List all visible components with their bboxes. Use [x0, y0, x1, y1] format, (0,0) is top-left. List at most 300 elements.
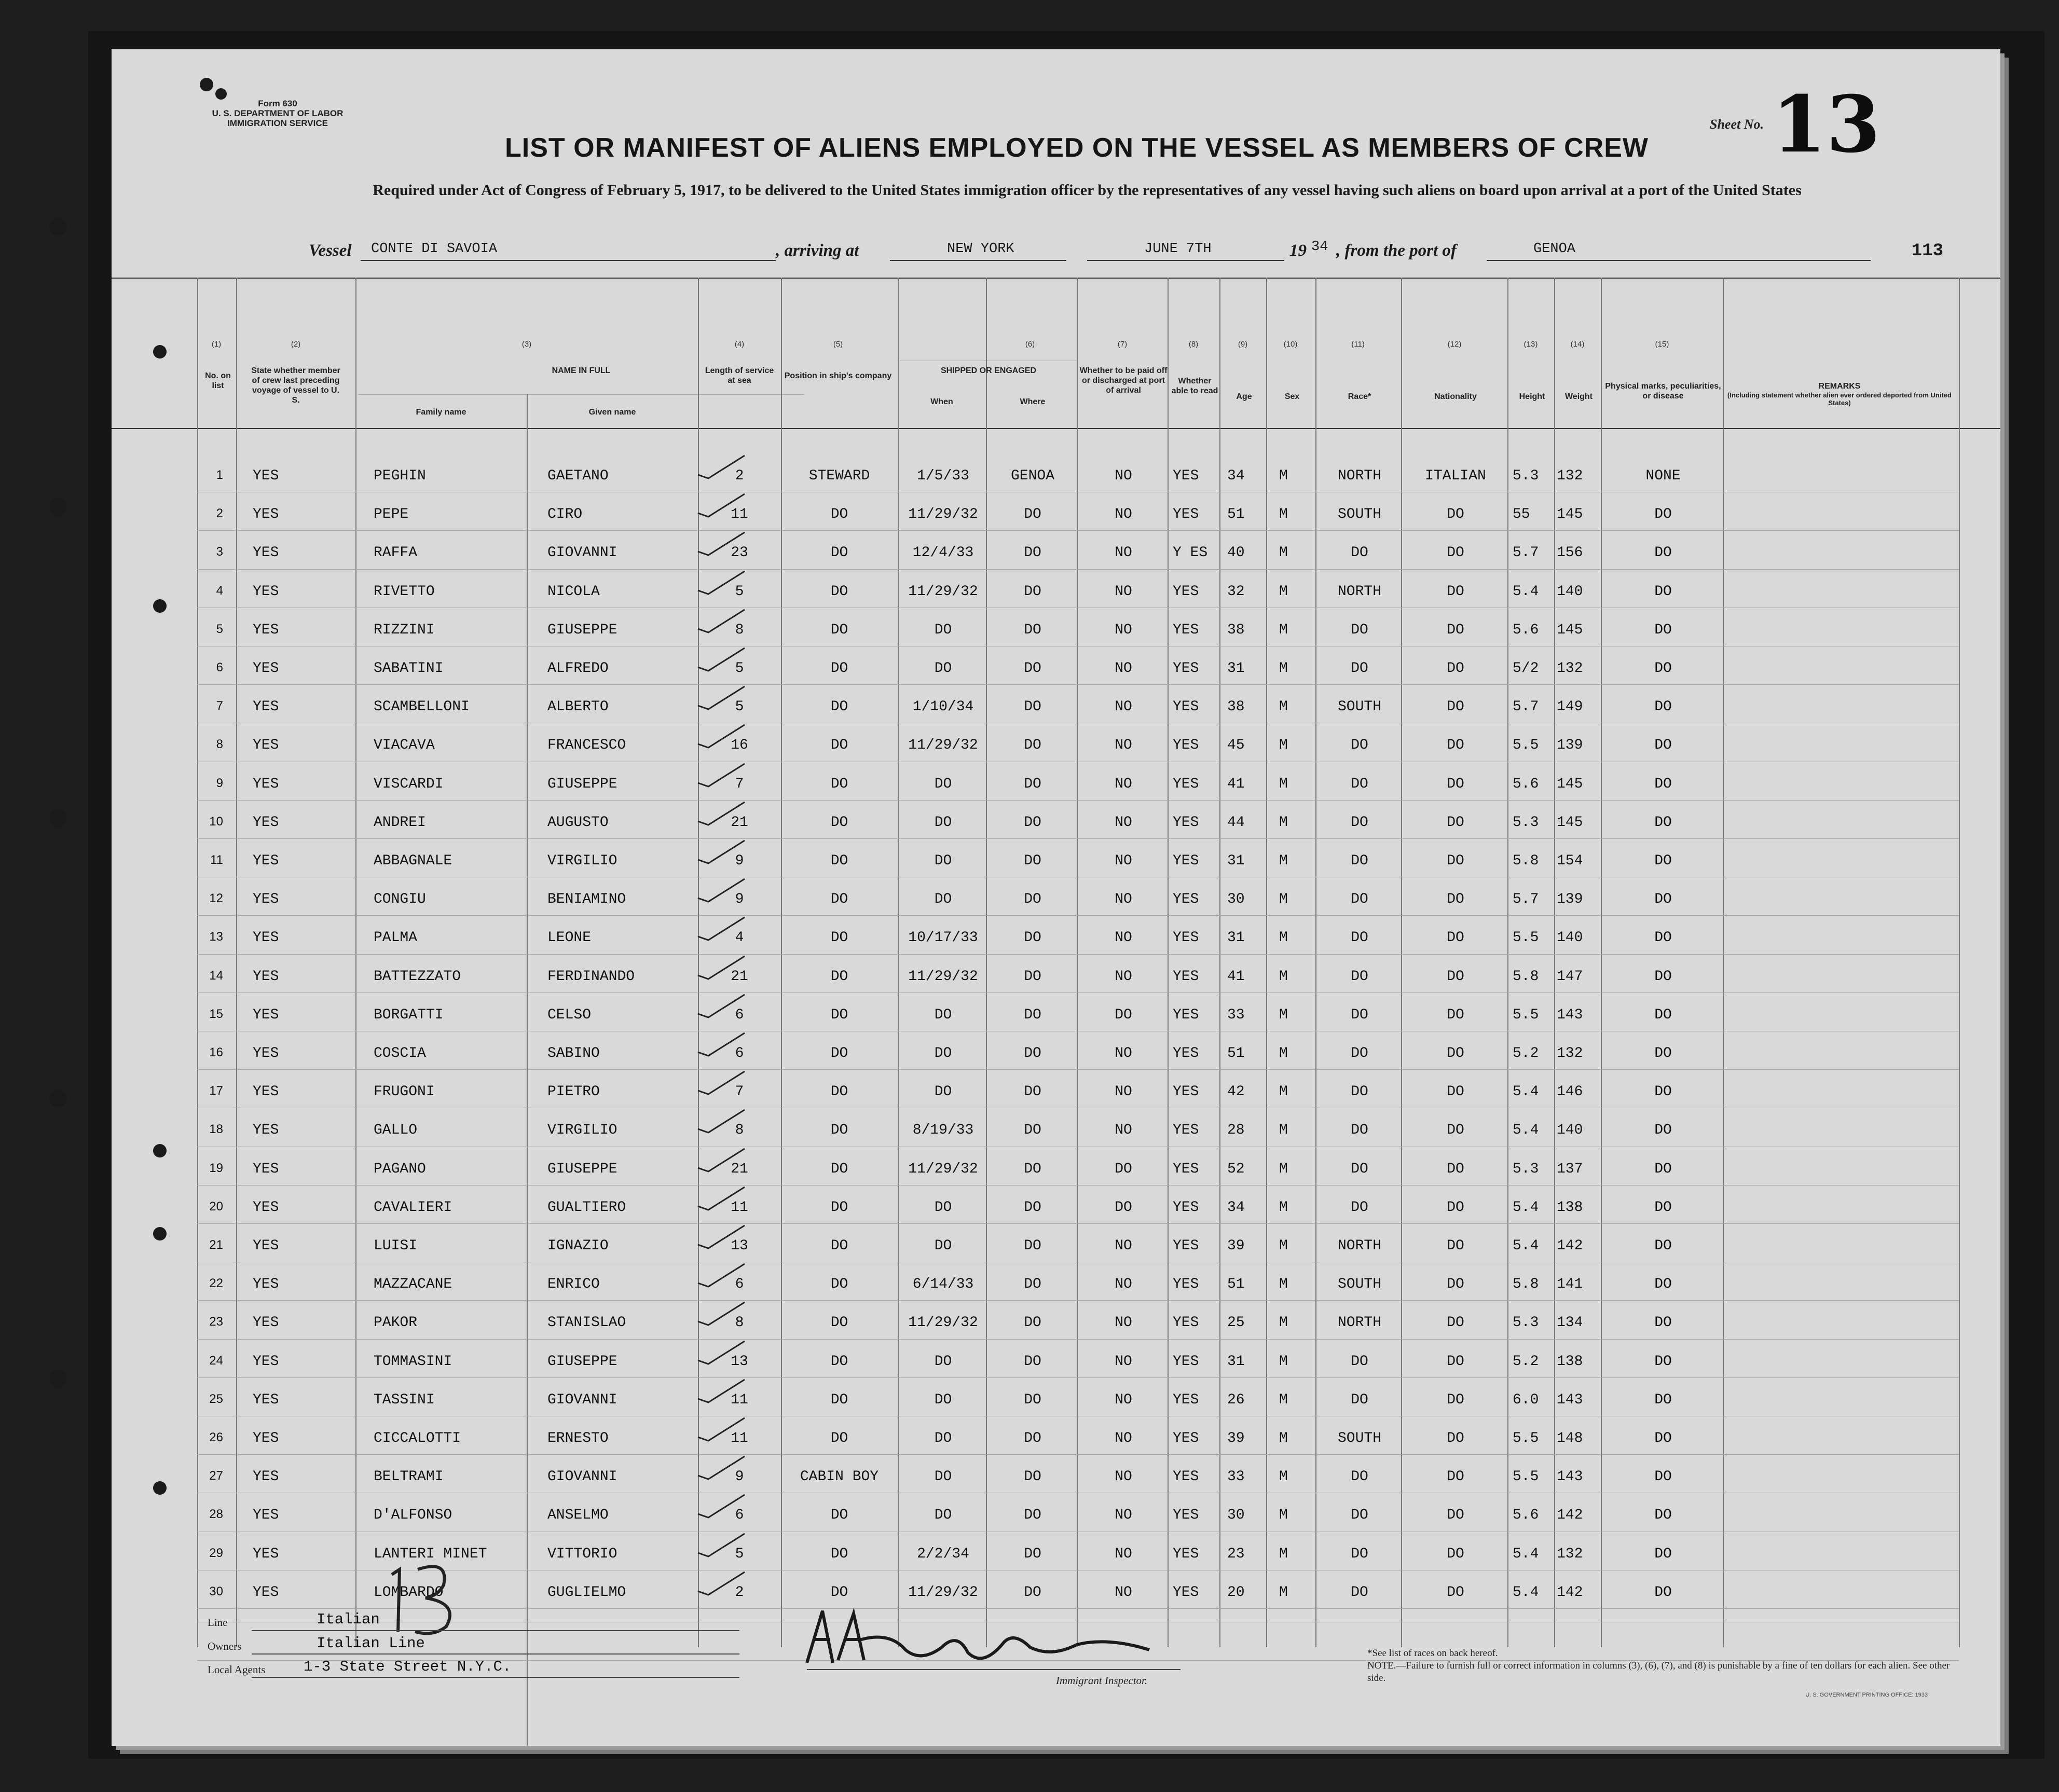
cell-given: BENIAMINO [547, 891, 626, 908]
cell-us: YES [253, 583, 279, 600]
cell-family: MAZZACANE [374, 1276, 452, 1293]
header-when: When [930, 397, 953, 406]
table-top-rule [112, 278, 2000, 279]
cell-age: 31 [1227, 660, 1245, 677]
vessel-line [112, 236, 2000, 272]
cell-paid: NO [1115, 468, 1132, 484]
binder-hole [49, 1370, 67, 1387]
sheet-number-label: Sheet No. [1710, 117, 1764, 132]
cell-race: DO [1351, 930, 1368, 946]
cell-where: DO [1024, 1045, 1041, 1062]
cell-physical: DO [1654, 660, 1672, 677]
cell-read: YES [1173, 1276, 1199, 1293]
cell-physical: DO [1654, 1238, 1672, 1254]
cell-height: 5.7 [1513, 891, 1539, 908]
cell-height: 5.7 [1513, 699, 1539, 715]
cell-us: YES [253, 1199, 279, 1216]
cell-no: 1 [216, 468, 223, 482]
cell-us: YES [253, 1546, 279, 1562]
cell-weight: 143 [1557, 1469, 1583, 1485]
cell-when: 11/29/32 [908, 737, 978, 754]
cell-nationality: DO [1447, 1276, 1464, 1293]
cell-where: DO [1024, 699, 1041, 715]
cell-us: YES [253, 1353, 279, 1370]
cell-sex: M [1279, 1391, 1288, 1408]
cell-family: FRUGONI [374, 1084, 435, 1100]
cell-sex: M [1279, 1353, 1288, 1370]
cell-height: 5.5 [1513, 737, 1539, 754]
cell-nationality: DO [1447, 853, 1464, 869]
cell-physical: DO [1654, 737, 1672, 754]
cell-read: YES [1173, 1161, 1199, 1177]
check-mark [688, 1375, 755, 1407]
cell-age: 38 [1227, 699, 1245, 715]
port-underline [890, 260, 1066, 261]
cell-physical: DO [1654, 930, 1672, 946]
cell-paid: NO [1115, 1584, 1132, 1601]
manifest-sheet [112, 49, 2000, 1746]
cell-given: GUALTIERO [547, 1199, 626, 1216]
cell-when: DO [934, 853, 952, 869]
cell-length: 11 [731, 1199, 748, 1216]
cell-height: 5.3 [1513, 1161, 1539, 1177]
cell-physical: DO [1654, 1469, 1672, 1485]
cell-where: DO [1024, 1584, 1041, 1601]
cell-race: DO [1351, 660, 1368, 677]
cell-when: DO [934, 776, 952, 792]
cell-age: 25 [1227, 1315, 1245, 1331]
table-row [112, 649, 2000, 687]
cell-no: 17 [209, 1084, 223, 1098]
binder-hole [49, 498, 67, 516]
cell-race: NORTH [1337, 1238, 1381, 1254]
footer-owners-rule [252, 1653, 739, 1655]
cell-weight: 154 [1557, 853, 1583, 869]
cell-length: 21 [731, 968, 748, 985]
cell-sex: M [1279, 968, 1288, 985]
cell-read: YES [1173, 1353, 1199, 1370]
cell-given: GIUSEPPE [547, 1353, 617, 1370]
cell-no: 27 [209, 1469, 223, 1483]
cell-nationality: DO [1447, 1084, 1464, 1100]
cell-given: FRANCESCO [547, 737, 626, 754]
cell-height: 5.4 [1513, 1546, 1539, 1562]
arrival-port: NEW YORK [947, 241, 1014, 257]
cell-position: DO [830, 583, 848, 600]
cell-height: 5.4 [1513, 1199, 1539, 1216]
check-mark [688, 1145, 755, 1176]
column-number: (7) [1117, 340, 1128, 349]
cell-given: SABINO [547, 1045, 600, 1062]
binder-hole [49, 809, 67, 827]
cell-sex: M [1279, 506, 1288, 523]
table-row [112, 1303, 2000, 1342]
cell-us: YES [253, 1430, 279, 1446]
cell-paid: NO [1115, 776, 1132, 792]
header-where: Where [1020, 397, 1046, 406]
cell-given: GIUSEPPE [547, 1161, 617, 1177]
table-row [112, 572, 2000, 611]
cell-position: DO [830, 737, 848, 754]
cell-nationality: DO [1447, 545, 1464, 561]
date-underline [1087, 260, 1284, 261]
cell-weight: 137 [1557, 1161, 1583, 1177]
cell-position: DO [830, 1546, 848, 1562]
cell-given: GAETANO [547, 468, 609, 484]
cell-us: YES [253, 1045, 279, 1062]
cell-height: 5.5 [1513, 1430, 1539, 1446]
cell-where: DO [1024, 1007, 1041, 1023]
cell-family: RAFFA [374, 545, 418, 561]
cell-family: BELTRAMI [374, 1469, 444, 1485]
cell-given: ERNESTO [547, 1430, 609, 1446]
cell-read: YES [1173, 583, 1199, 600]
column-number: (3) [521, 340, 532, 349]
check-mark [688, 1221, 755, 1252]
cell-position: DO [830, 1353, 848, 1370]
cell-given: GIUSEPPE [547, 776, 617, 792]
cell-weight: 134 [1557, 1315, 1583, 1331]
cell-no: 22 [209, 1276, 223, 1291]
cell-family: PAKOR [374, 1315, 418, 1331]
column-number: (8) [1188, 340, 1199, 349]
cell-where: DO [1024, 776, 1041, 792]
cell-physical: DO [1654, 1391, 1672, 1408]
cell-height: 5.8 [1513, 968, 1539, 985]
cell-paid: NO [1115, 930, 1132, 946]
cell-physical: DO [1654, 622, 1672, 638]
cell-physical: DO [1654, 1546, 1672, 1562]
cell-us: YES [253, 468, 279, 484]
check-mark [688, 913, 755, 944]
cell-height: 5.3 [1513, 468, 1539, 484]
cell-nationality: DO [1447, 1007, 1464, 1023]
cell-given: PIETRO [547, 1084, 600, 1100]
cell-physical: DO [1654, 968, 1672, 985]
cell-given: GIOVANNI [547, 1391, 617, 1408]
footer-agents-rule [252, 1677, 739, 1678]
cell-family: PAGANO [374, 1161, 426, 1177]
cell-age: 33 [1227, 1007, 1245, 1023]
cell-age: 34 [1227, 1199, 1245, 1216]
cell-nationality: DO [1447, 776, 1464, 792]
check-mark [688, 1337, 755, 1368]
cell-race: NORTH [1337, 1315, 1381, 1331]
cell-read: Y ES [1173, 545, 1208, 561]
cell-physical: DO [1654, 1353, 1672, 1370]
cell-position: DO [830, 1161, 848, 1177]
cell-sex: M [1279, 1430, 1288, 1446]
departure-port: GENOA [1533, 241, 1576, 257]
cell-no: 29 [209, 1546, 223, 1560]
cell-where: DO [1024, 891, 1041, 908]
cell-sex: M [1279, 622, 1288, 638]
cell-where: DO [1024, 1084, 1041, 1100]
table-row [112, 880, 2000, 918]
cell-read: YES [1173, 1238, 1199, 1254]
cell-weight: 145 [1557, 506, 1583, 523]
cell-paid: NO [1115, 1045, 1132, 1062]
table-row [112, 1226, 2000, 1265]
cell-read: YES [1173, 891, 1199, 908]
check-mark [688, 760, 755, 791]
cell-position: DO [830, 968, 848, 985]
cell-when: DO [934, 622, 952, 638]
cell-physical: DO [1654, 583, 1672, 600]
cell-height: 5.8 [1513, 853, 1539, 869]
cell-age: 34 [1227, 468, 1245, 484]
cell-family: LANTERI MINET [374, 1546, 487, 1562]
check-mark [688, 567, 755, 598]
cell-read: YES [1173, 699, 1199, 715]
cell-family: RIVETTO [374, 583, 435, 600]
cell-no: 13 [209, 930, 223, 944]
cell-where: DO [1024, 968, 1041, 985]
cell-length: 11 [731, 1391, 748, 1408]
cell-length: 23 [731, 545, 748, 561]
table-row [112, 803, 2000, 842]
table-row [112, 1419, 2000, 1457]
cell-paid: NO [1115, 737, 1132, 754]
column-number: (11) [1351, 340, 1365, 349]
cell-no: 20 [209, 1199, 223, 1214]
check-mark [688, 836, 755, 867]
cell-age: 26 [1227, 1391, 1245, 1408]
cell-nationality: DO [1447, 1238, 1464, 1254]
cell-age: 52 [1227, 1161, 1245, 1177]
check-mark [688, 1260, 755, 1291]
cell-read: YES [1173, 1584, 1199, 1601]
table-row [112, 1496, 2000, 1534]
cell-given: ALBERTO [547, 699, 609, 715]
cell-us: YES [253, 1007, 279, 1023]
cell-physical: DO [1654, 1276, 1672, 1293]
column-number: (14) [1570, 340, 1585, 349]
cell-read: YES [1173, 814, 1199, 831]
inspector-rule [807, 1669, 1181, 1670]
cell-us: YES [253, 1507, 279, 1524]
cell-position: DO [830, 1276, 848, 1293]
cell-race: DO [1351, 1546, 1368, 1562]
cell-paid: NO [1115, 814, 1132, 831]
table-row [112, 918, 2000, 957]
table-row [112, 1265, 2000, 1303]
cell-height: 5.5 [1513, 1007, 1539, 1023]
column-number: (5) [833, 340, 843, 349]
cell-nationality: DO [1447, 1161, 1464, 1177]
cell-length: 6 [735, 1276, 744, 1293]
cell-race: SOUTH [1337, 699, 1381, 715]
cell-when: DO [934, 891, 952, 908]
cell-where: DO [1024, 583, 1041, 600]
cell-given: FERDINANDO [547, 968, 635, 985]
cell-length: 11 [731, 506, 748, 523]
races-note: *See list of races on back hereof. [1367, 1648, 1498, 1659]
cell-given: GIUSEPPE [547, 622, 617, 638]
cell-length: 9 [735, 1469, 744, 1485]
cell-family: TASSINI [374, 1391, 435, 1408]
cell-read: YES [1173, 968, 1199, 985]
cell-when: 11/29/32 [908, 506, 978, 523]
cell-physical: DO [1654, 814, 1672, 831]
cell-where: DO [1024, 1546, 1041, 1562]
header-no: No. on list [205, 371, 231, 390]
cell-when: DO [934, 1430, 952, 1446]
cell-nationality: DO [1447, 1391, 1464, 1408]
cell-height: 5.4 [1513, 1584, 1539, 1601]
cell-age: 51 [1227, 1045, 1245, 1062]
cell-weight: 143 [1557, 1391, 1583, 1408]
cell-where: DO [1024, 1238, 1041, 1254]
cell-length: 11 [731, 1430, 748, 1446]
cell-no: 7 [216, 699, 223, 713]
cell-read: YES [1173, 1469, 1199, 1485]
cell-us: YES [253, 660, 279, 677]
cell-us: YES [253, 814, 279, 831]
cell-weight: 147 [1557, 968, 1583, 985]
cell-paid: NO [1115, 545, 1132, 561]
cell-when: 2/2/34 [917, 1546, 969, 1562]
cell-nationality: DO [1447, 1199, 1464, 1216]
cell-age: 32 [1227, 583, 1245, 600]
cell-given: VITTORIO [547, 1546, 617, 1562]
header-remarks [1725, 381, 1954, 407]
cell-race: DO [1351, 814, 1368, 831]
cell-sex: M [1279, 1315, 1288, 1331]
cell-sex: M [1279, 930, 1288, 946]
cell-sex: M [1279, 776, 1288, 792]
cell-height: 5.4 [1513, 1238, 1539, 1254]
cell-no: 3 [216, 545, 223, 559]
cell-height: 5.3 [1513, 814, 1539, 831]
cell-height: 5.4 [1513, 583, 1539, 600]
cell-where: DO [1024, 737, 1041, 754]
cell-race: DO [1351, 737, 1368, 754]
cell-position: DO [830, 1045, 848, 1062]
cell-physical: DO [1654, 1199, 1672, 1216]
cell-length: 8 [735, 1122, 744, 1139]
header-sex: Sex [1284, 392, 1300, 401]
cell-family: CAVALIERI [374, 1199, 452, 1216]
cell-position: DO [830, 699, 848, 715]
cell-weight: 145 [1557, 776, 1583, 792]
cell-where: DO [1024, 1430, 1041, 1446]
cell-family: D'ALFONSO [374, 1507, 452, 1524]
cell-where: DO [1024, 1353, 1041, 1370]
cell-height: 5.4 [1513, 1084, 1539, 1100]
cell-no: 15 [209, 1007, 223, 1021]
table-row [112, 726, 2000, 764]
cell-age: 28 [1227, 1122, 1245, 1139]
vessel-underline [361, 260, 776, 261]
cell-no: 28 [209, 1507, 223, 1522]
cell-race: SOUTH [1337, 1430, 1381, 1446]
cell-us: YES [253, 1084, 279, 1100]
cell-sex: M [1279, 1584, 1288, 1601]
cell-length: 5 [735, 1546, 744, 1562]
cell-nationality: DO [1447, 1315, 1464, 1331]
cell-read: YES [1173, 1199, 1199, 1216]
cell-position: STEWARD [808, 468, 870, 484]
punch-hole [215, 88, 227, 100]
cell-age: 31 [1227, 853, 1245, 869]
cell-paid: NO [1115, 1315, 1132, 1331]
cell-length: 13 [731, 1238, 748, 1254]
cell-read: YES [1173, 660, 1199, 677]
cell-family: PEGHIN [374, 468, 426, 484]
table-row [112, 1111, 2000, 1149]
printer-imprint: U. S. GOVERNMENT PRINTING OFFICE: 1933 [1805, 1692, 1928, 1698]
check-mark [688, 990, 755, 1022]
cell-physical: DO [1654, 1161, 1672, 1177]
cell-weight: 140 [1557, 930, 1583, 946]
check-mark [688, 490, 755, 521]
cell-sex: M [1279, 545, 1288, 561]
cell-height: 5.6 [1513, 1507, 1539, 1524]
cell-sex: M [1279, 1045, 1288, 1062]
line-value: Italian [317, 1611, 380, 1628]
cell-no: 5 [216, 622, 223, 636]
table-row [112, 1150, 2000, 1188]
cell-weight: 156 [1557, 545, 1583, 561]
cell-position: DO [830, 1238, 848, 1254]
header-name-in-full: NAME IN FULL [552, 366, 611, 375]
cell-nationality: DO [1447, 1584, 1464, 1601]
cell-paid: NO [1115, 660, 1132, 677]
cell-position: CABIN BOY [800, 1469, 879, 1485]
cell-length: 6 [735, 1045, 744, 1062]
cell-family: TOMMASINI [374, 1353, 452, 1370]
cell-when: DO [934, 660, 952, 677]
cell-length: 13 [731, 1353, 748, 1370]
check-mark [688, 1452, 755, 1483]
cell-race: DO [1351, 1007, 1368, 1023]
cell-us: YES [253, 776, 279, 792]
cell-age: 45 [1227, 737, 1245, 754]
cell-age: 41 [1227, 776, 1245, 792]
check-mark [688, 1491, 755, 1522]
column-number: (4) [734, 340, 745, 349]
table-row [112, 996, 2000, 1034]
cell-physical: DO [1654, 1122, 1672, 1139]
table-row [112, 1034, 2000, 1072]
from-port-label: , from the port of [1336, 241, 1457, 260]
cell-physical: DO [1654, 1084, 1672, 1100]
cell-race: DO [1351, 545, 1368, 561]
header-age: Age [1236, 392, 1252, 401]
cell-us: YES [253, 545, 279, 561]
cell-race: SOUTH [1337, 1276, 1381, 1293]
cell-nationality: DO [1447, 1353, 1464, 1370]
column-number: (6) [1025, 340, 1035, 349]
cell-read: YES [1173, 853, 1199, 869]
cell-length: 21 [731, 814, 748, 831]
cell-weight: 132 [1557, 1546, 1583, 1562]
cell-family: VISCARDI [374, 776, 444, 792]
cell-race: DO [1351, 1084, 1368, 1100]
cell-weight: 142 [1557, 1238, 1583, 1254]
cell-family: VIACAVA [374, 737, 435, 754]
cell-paid: NO [1115, 1084, 1132, 1100]
cell-paid: NO [1115, 1469, 1132, 1485]
cell-where: DO [1024, 506, 1041, 523]
header-physical: Physical marks, peculiarities, or disease [1605, 382, 1721, 401]
cell-read: YES [1173, 622, 1199, 638]
cell-age: 23 [1227, 1546, 1245, 1562]
cell-us: YES [253, 699, 279, 715]
cell-length: 8 [735, 622, 744, 638]
cell-weight: 140 [1557, 583, 1583, 600]
